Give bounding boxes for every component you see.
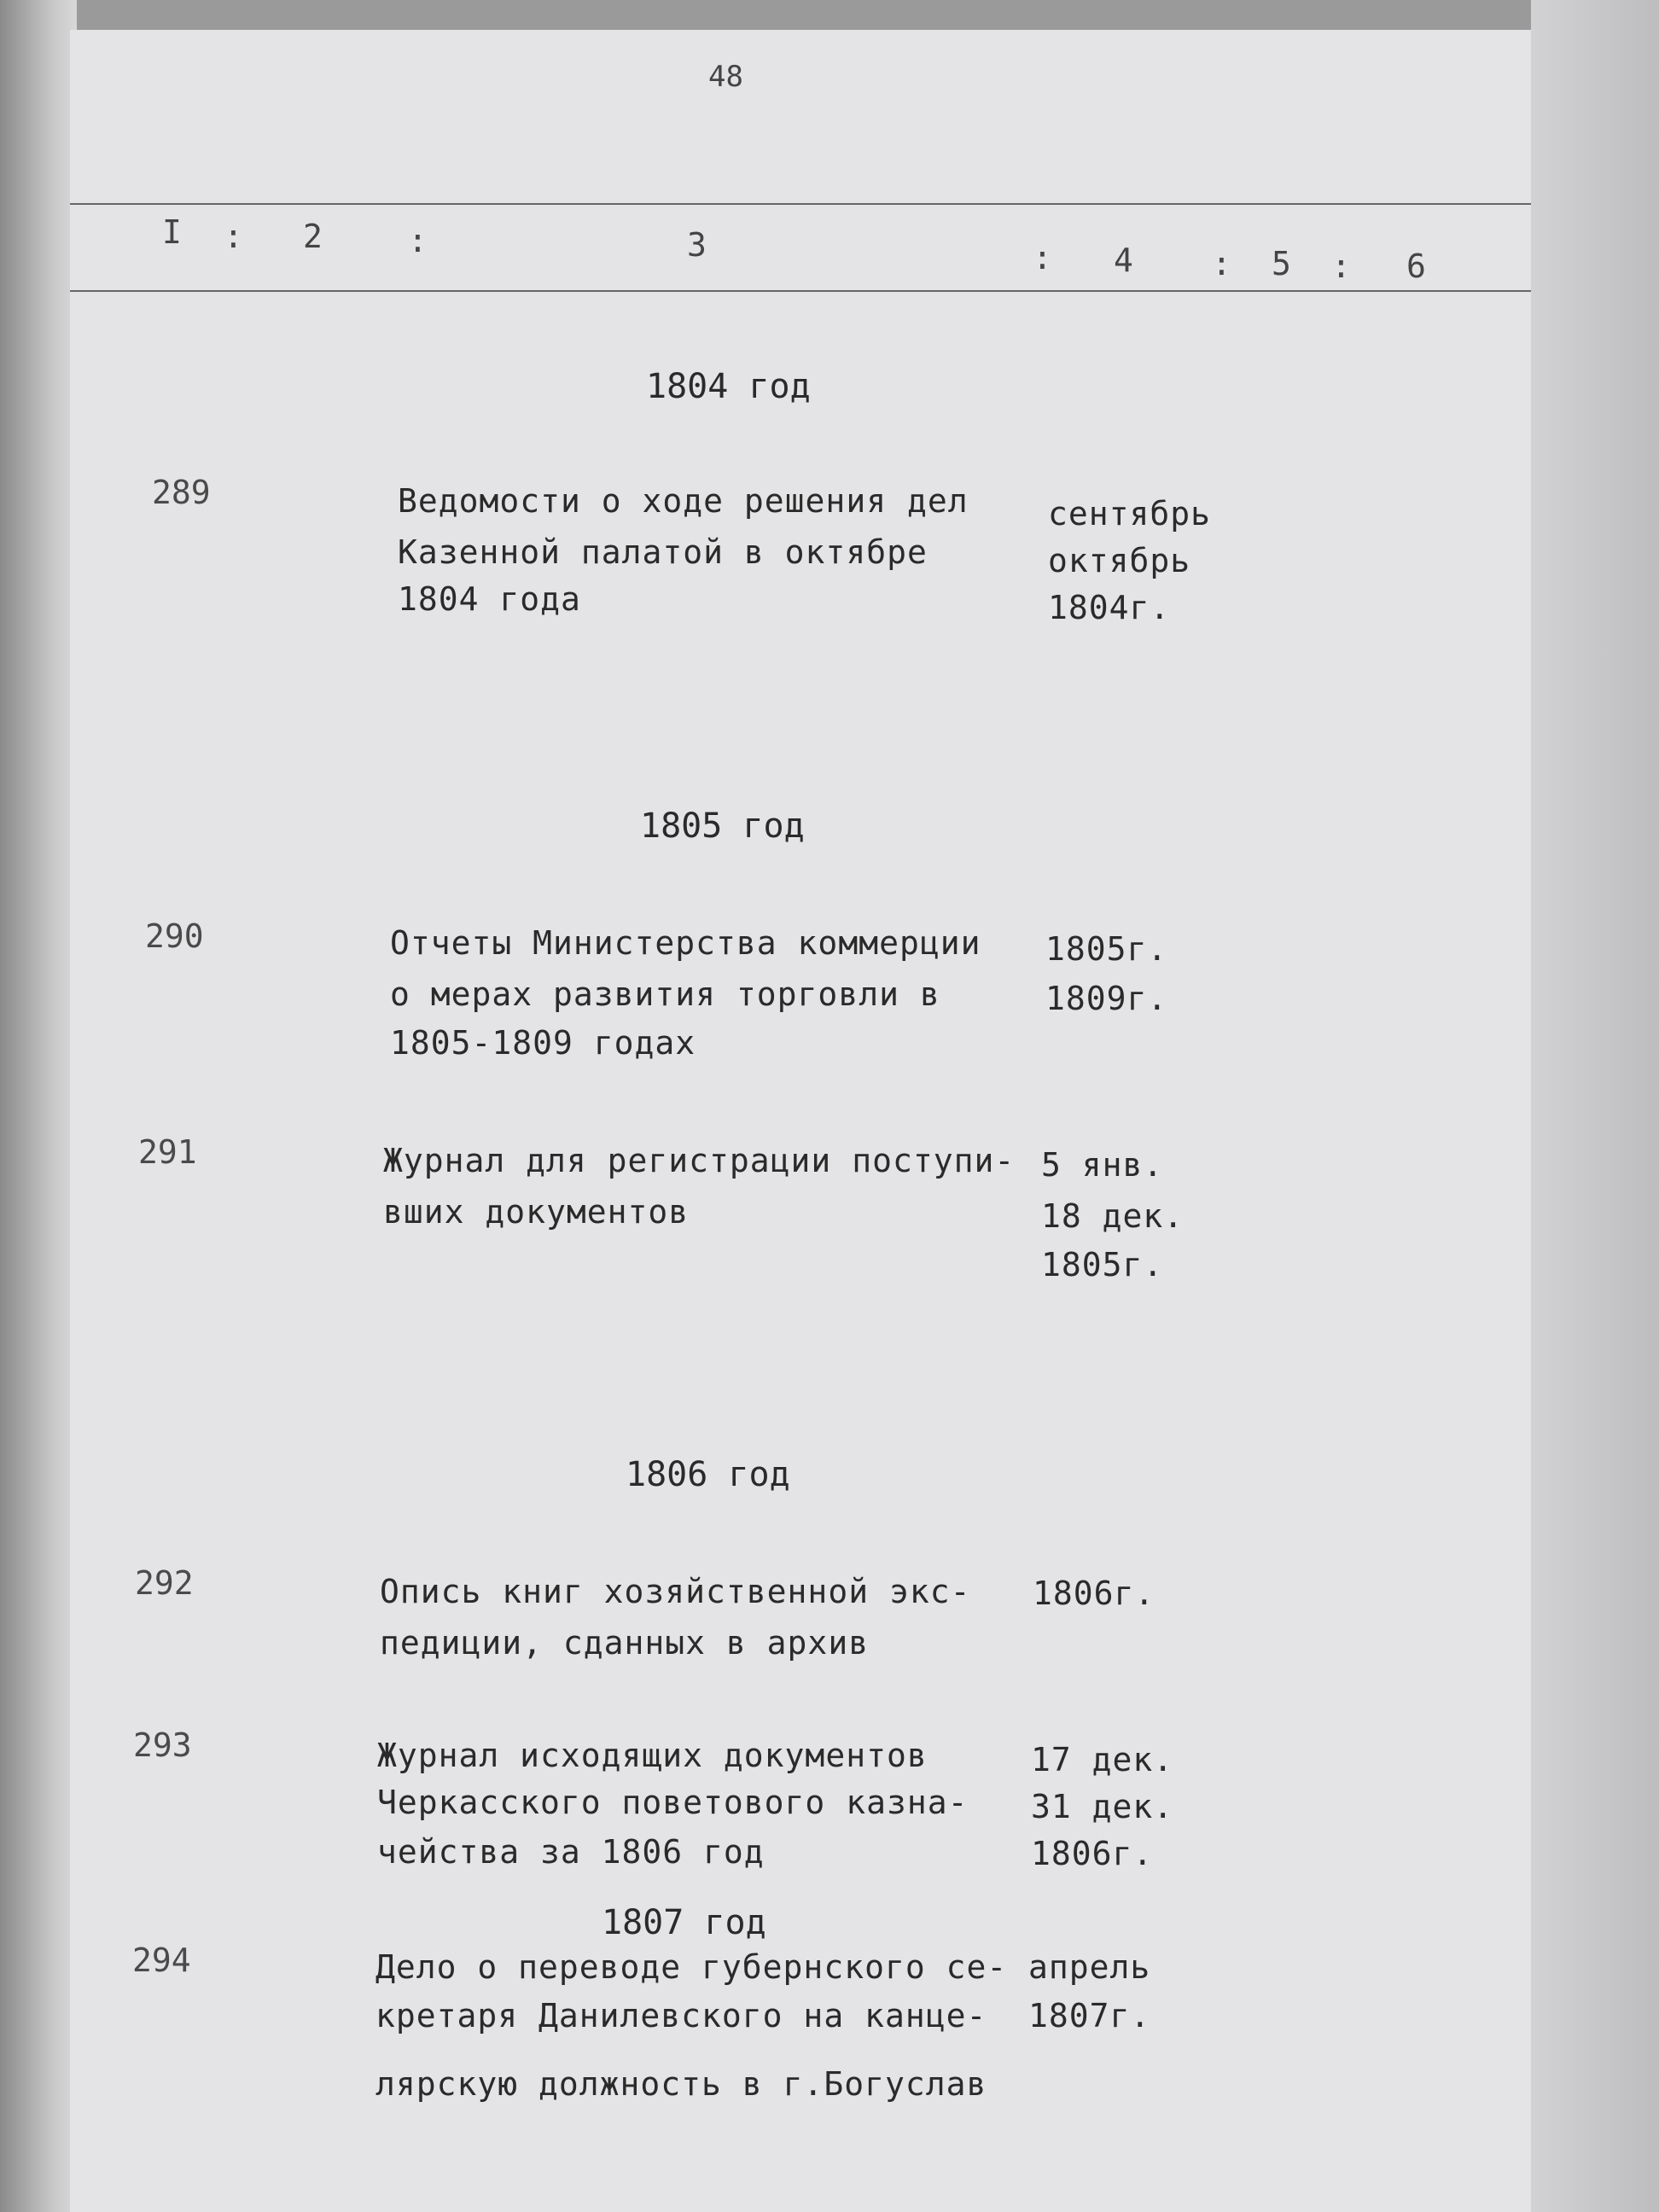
entry-date: 1805г. [1045,930,1168,968]
column-header: 5 [1272,245,1293,282]
entry-date: 1806г. [1033,1575,1155,1612]
year-heading: 1807 год [602,1903,766,1942]
entry-number: 292 [135,1564,194,1602]
entry-date: 18 дек. [1041,1197,1185,1235]
entry-date: 31 дек. [1031,1788,1174,1825]
entry-title-line: Отчеты Министерства коммерции [390,924,981,962]
entry-title-line: Ведомости о ходе решения дел [398,482,969,520]
page-number: 48 [708,60,743,94]
entry-date: 1804г. [1048,589,1171,626]
entry-number: 293 [133,1726,192,1764]
entry-number: 294 [132,1941,191,1979]
entry-title-line: педиции, сданных в архив [380,1624,870,1662]
column-header: 4 [1114,242,1135,279]
column-header: 3 [687,226,708,264]
entry-title-line: чейства за 1806 год [377,1833,765,1871]
entry-title-line: 1805-1809 годах [390,1024,696,1062]
entry-title-line: Журнал исходящих документов [377,1737,928,1774]
column-separator: : [1033,239,1054,276]
header-bottom-rule [70,290,1531,292]
column-header: 2 [303,218,324,255]
entry-date: 1809г. [1045,980,1168,1017]
column-separator: : [408,222,429,259]
entry-date: 17 дек. [1031,1741,1174,1778]
entry-date: 1806г. [1031,1835,1154,1872]
page-binding-edge [0,0,77,2212]
page-right-margin [1531,0,1659,2212]
column-header: 6 [1406,247,1428,285]
column-separator: : [1212,245,1233,282]
entry-title-line: Опись книг хозяйственной экс- [380,1573,971,1610]
entry-title-line: Журнал для регистрации поступи- [383,1142,1016,1179]
entry-title-line: 1804 года [398,580,581,618]
year-heading: 1806 год [626,1455,790,1494]
year-heading: 1805 год [640,806,805,846]
entry-title-line: Дело о переводе губернского се- [375,1948,1008,1986]
entry-date: сентябрь [1048,495,1212,533]
entry-date: 1805г. [1041,1246,1164,1284]
entry-title-line: о мерах развития торговли в [390,975,940,1013]
entry-title-line: лярскую должность в г.Богуслав [375,2065,987,2103]
column-separator: : [224,218,245,255]
entry-title-line: Черкасского поветового казна- [377,1784,969,1821]
document-page [70,30,1531,2212]
header-top-rule [70,203,1531,205]
column-header: I [162,213,183,251]
year-heading: 1804 год [646,367,811,406]
entry-number: 290 [145,917,204,955]
entry-date: 5 янв. [1041,1146,1164,1184]
entry-date: 1807г. [1028,1997,1151,2034]
entry-date: апрель [1028,1948,1151,1986]
entry-title-line: кретаря Данилевского на канце- [375,1997,987,2034]
entry-title-line: вших документов [383,1193,690,1231]
entry-title-line: Казенной палатой в октябре [398,533,928,571]
column-separator: : [1331,247,1353,285]
entry-number: 289 [152,474,211,511]
entry-number: 291 [138,1133,197,1171]
entry-date: октябрь [1048,542,1191,579]
